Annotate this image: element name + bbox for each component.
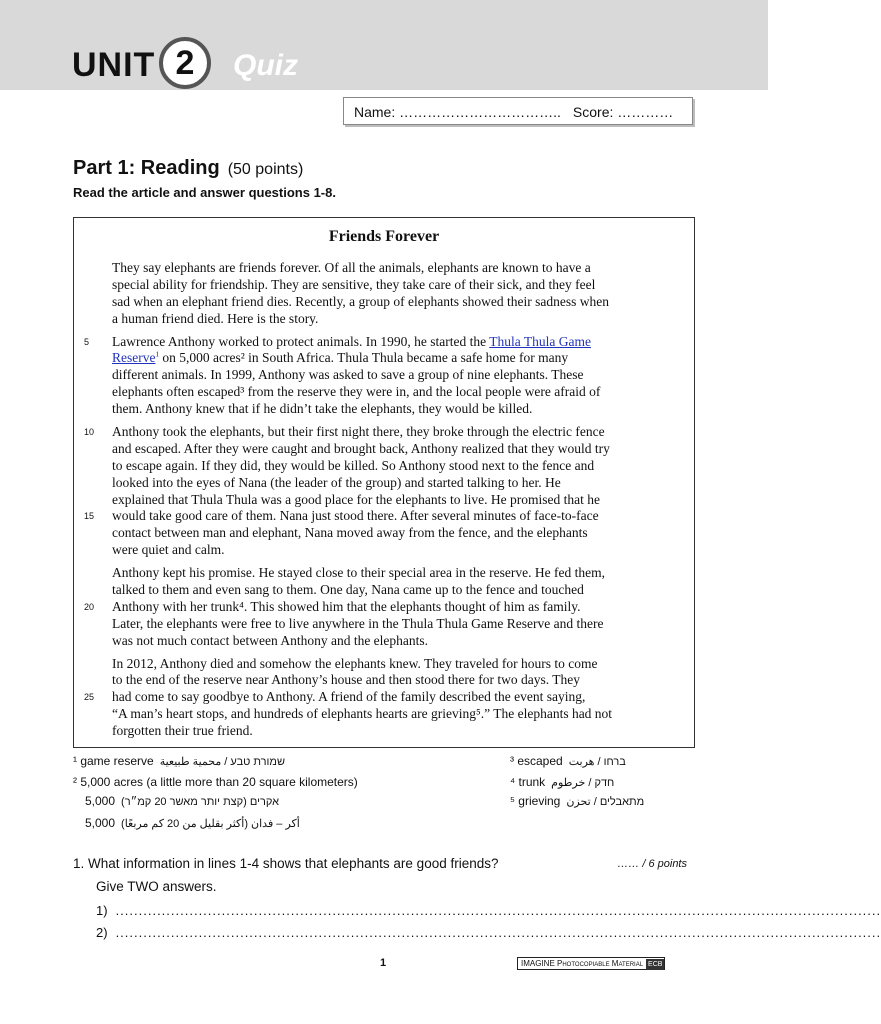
- unit-number: 2: [175, 44, 195, 82]
- game-reserve-link[interactable]: Thula Thula Game: [489, 333, 591, 349]
- answer-1-label: 1): [96, 903, 108, 918]
- article-line: [74, 401, 694, 418]
- score-field[interactable]: Score: …………: [572, 104, 674, 120]
- article-line-text: to the end of the reserve near Anthony’s house and then stood there for two days. They: [112, 672, 581, 688]
- article-line: [74, 582, 694, 599]
- answer-2-label: 2): [96, 925, 108, 940]
- article-line: [74, 689, 694, 706]
- footnote-3-term: ³ escaped: [510, 754, 563, 768]
- page-number: 1: [380, 957, 387, 969]
- article-line-text: to escape again. If they did, they would be killed. So Anthony stood next to the fence and: [112, 457, 595, 473]
- article-line-text: elephants often escaped³ from the reserve they were in, and the local people were afraid of: [112, 384, 601, 400]
- part-points: (50 points): [227, 161, 304, 178]
- article-line-text: were quiet and calm.: [112, 542, 225, 558]
- article-box: [73, 217, 695, 748]
- article-line: [74, 260, 694, 277]
- answer-line-2[interactable]: [96, 925, 881, 940]
- article-line: [74, 599, 694, 616]
- footnote-5: [510, 794, 644, 808]
- article-line-text: special ability for friendship. They are sensitive, they take care of their sick, and they feel: [112, 276, 596, 292]
- line-number: 5: [84, 336, 90, 347]
- article-line-text: them. Anthony knew that if he didn’t take the elephants, they would be killed.: [112, 401, 533, 417]
- footnote-marker: 1: [155, 350, 159, 359]
- article-line-text: They say elephants are friends forever. Of all the animals, elephants are known to have a: [112, 260, 591, 275]
- article-line: [74, 542, 694, 559]
- article-line-text: different animals. In 1999, Anthony was asked to save a group of nine elephants. These: [112, 367, 584, 383]
- article-line-text: [112, 350, 568, 366]
- line-number: 25: [84, 692, 95, 703]
- article-line: [74, 384, 694, 401]
- footnote-2-hebrew: [85, 794, 279, 808]
- game-reserve-link[interactable]: Reserve: [112, 350, 156, 366]
- article-line: [74, 294, 694, 311]
- answer-line-1[interactable]: [96, 903, 881, 918]
- line-number: 15: [84, 511, 95, 522]
- article-line: [74, 508, 694, 525]
- part-title-text: Part 1: Reading: [73, 157, 220, 179]
- footnote-3-translation: ברחו / هربت: [568, 756, 626, 768]
- part-title: [73, 157, 303, 180]
- quiz-label: Quiz: [233, 49, 298, 82]
- article-title: Friends Forever: [328, 228, 440, 245]
- answer-2-dots[interactable]: ......................................................................................................................................................................: [115, 925, 881, 940]
- question-1-instruction: Give TWO answers.: [96, 879, 217, 894]
- article-line: [74, 656, 694, 673]
- unit-label: UNIT: [72, 46, 156, 84]
- article-line: [74, 367, 694, 384]
- article-line: [74, 706, 694, 723]
- article-line: [74, 525, 694, 542]
- footer-imagine: IMAGINE: [521, 959, 555, 968]
- line-text-pre: Lawrence Anthony worked to protect animals. In 1990, he started the: [112, 333, 490, 349]
- article-line: [74, 633, 694, 650]
- article-line-text: [112, 334, 591, 350]
- article-line: [74, 492, 694, 509]
- reading-instructions: Read the article and answer questions 1-8.: [73, 185, 336, 200]
- footnote-5-term: ⁵ grieving: [510, 794, 561, 808]
- article-line: [74, 565, 694, 582]
- article-line: [74, 277, 694, 294]
- question-1-points: …… / 6 points: [617, 858, 687, 870]
- name-score-box[interactable]: [343, 97, 693, 125]
- article-line-text: forgotten their true friend.: [112, 723, 253, 739]
- article-line-text: In 2012, Anthony died and somehow the elephants knew. They traveled for hours to come: [112, 655, 598, 671]
- footnote-2-arabic-text: أكر – فدان (أكثر بقليل من 20 كم مربعًا): [121, 818, 300, 830]
- footnote-2-arabic: [85, 816, 300, 830]
- answer-1-dots[interactable]: ......................................................................................................................................................................: [115, 903, 881, 918]
- footer-material: Photocopiable Material: [557, 959, 644, 968]
- article-line: [74, 424, 694, 441]
- name-field[interactable]: Name: ……………………………..: [354, 104, 561, 120]
- publisher-logo: ECB: [648, 961, 663, 968]
- article-line-text: had come to say goodbye to Anthony. A friend of the family described the event saying,: [112, 689, 586, 705]
- article-line-text: looked into the eyes of Nana (the leader of the group) and started talking to her. He: [112, 474, 561, 490]
- unit-number-badge: [159, 37, 211, 89]
- article-line: [74, 475, 694, 492]
- article-line-text: Anthony took the elephants, but their first night there, they broke through the electric fence: [112, 424, 605, 440]
- footnote-4-translation: חדק / خرطوم: [551, 777, 615, 789]
- question-1-text: 1. What information in lines 1-4 shows that elephants are good friends?: [73, 856, 499, 871]
- article-line-text: a human friend died. Here is the story.: [112, 310, 319, 326]
- footnote-1: [73, 754, 285, 768]
- line-text-post: on 5,000 acres² in South Africa. Thula Thula became a safe home for many: [158, 350, 569, 366]
- article-line-text: Anthony kept his promise. He stayed close to their special area in the reserve. He fed them,: [112, 565, 605, 581]
- article-line-text: was not much contact between Anthony and the elephants.: [112, 632, 429, 648]
- photocopiable-tag: [517, 957, 665, 970]
- article-line: [74, 672, 694, 689]
- footnote-2-hebrew-num: 5,000: [85, 794, 116, 808]
- article-line-text: “A man’s heart stops, and hundreds of elephants hearts are grieving⁵.” The elephants had not: [112, 706, 613, 722]
- footnote-4-term: ⁴ trunk: [510, 775, 546, 789]
- footnote-2-hebrew-text: אקרים (קצת יותר מאשר 20 קמ״ר): [121, 796, 280, 808]
- article-line: [74, 334, 694, 351]
- article-line: [74, 616, 694, 633]
- footnote-2: ² 5,000 acres (a little more than 20 square kilometers): [73, 775, 358, 789]
- footnote-5-translation: מתאבלים / تحزن: [566, 796, 645, 808]
- article-body: [74, 260, 694, 740]
- footnote-2-arabic-num: 5,000: [85, 816, 116, 830]
- article-line-text: Anthony with her trunk⁴. This showed him that the elephants thought of him as family.: [112, 598, 581, 614]
- footnotes: [73, 752, 695, 834]
- article-line-text: would take good care of them. Nana just stood there. After several minutes of face-to-face: [112, 508, 599, 524]
- article-line: [74, 723, 694, 740]
- article-line-text: talked to them and even sang to them. One day, Nana came up to the fence and touched: [112, 582, 584, 598]
- footnote-1-term: ¹ game reserve: [73, 754, 154, 768]
- footnote-4: [510, 775, 614, 789]
- article-line-text: contact between man and elephant, Nana moved away from the fence, and the elephants: [112, 525, 588, 541]
- article-line-text: and escaped. After they were caught and brought back, Anthony realized that they would try: [112, 440, 610, 456]
- footnote-1-translation: שמורת טבע / محمية طبيعية: [159, 756, 286, 768]
- line-number: 20: [84, 601, 95, 612]
- article-line-text: Later, the elephants were free to live anywhere in the Thula Thula Game Reserve and there: [112, 615, 604, 631]
- article-line: [74, 458, 694, 475]
- article-line: [74, 441, 694, 458]
- article-line: [74, 350, 694, 367]
- article-line-text: explained that Thula Thula was a good place for the elephants to live. He promised that he: [112, 491, 600, 507]
- line-number: 10: [84, 427, 95, 438]
- article-line: [74, 311, 694, 328]
- article-line-text: sad when an elephant friend dies. Recently, a group of elephants showed their sadness when: [112, 293, 609, 309]
- footnote-3: [510, 754, 626, 768]
